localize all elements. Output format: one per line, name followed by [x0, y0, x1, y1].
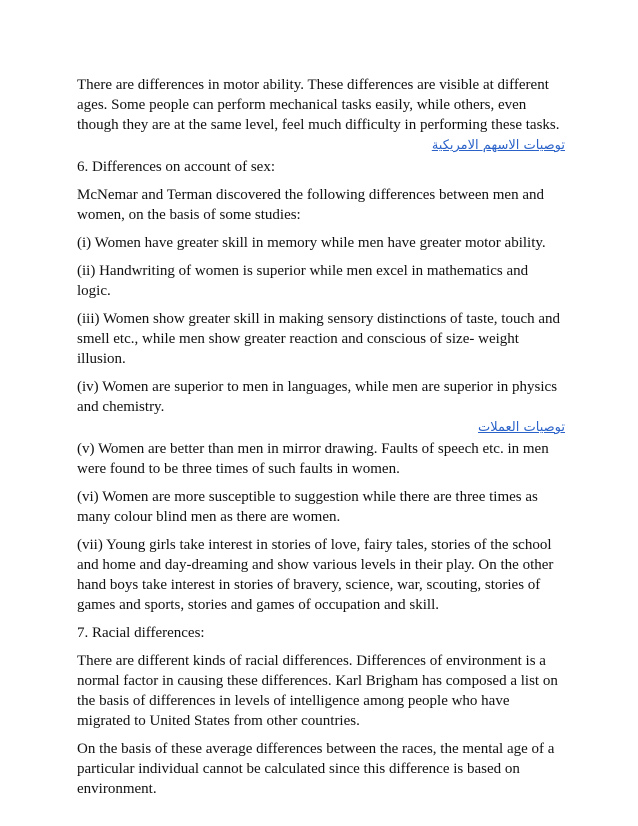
arabic-link-currencies[interactable]: توصيات العملات [478, 420, 565, 435]
list-item-ii: (ii) Handwriting of women is superior while men excel in mathematics and logic. [77, 263, 529, 299]
paragraph-motor-ability: There are differences in motor ability. These differences are visible at different ages. Some people can perform mechanical tasks easily, while others, even though they are at the same level, feel much difficulty in performing these tasks. [77, 77, 560, 133]
heading-racial-differences: 7. Racial differences: [77, 625, 205, 641]
list-item-i: (i) Women have greater skill in memory while men have greater motor ability. [77, 235, 546, 251]
list-item-vi: (vi) Women are more susceptible to suggestion while there are three times as many colour blind men as there are women. [77, 489, 538, 525]
list-item-vii: (vii) Young girls take interest in stories of love, fairy tales, stories of the school and home and day-dreaming and show various levels in their play. On the other hand boys take interest in stories of bravery, science, war, scouting, stories of games and sports, stories and games of occupation and skill. [77, 537, 554, 613]
heading-sex-differences: 6. Differences on account of sex: [77, 159, 275, 175]
list-item-v: (v) Women are better than men in mirror drawing. Faults of speech etc. in men were found to be three times of such faults in women. [77, 441, 549, 477]
document-body [77, 75, 565, 807]
arabic-link-row-2 [77, 417, 565, 437]
paragraph-mcnemar-terman: McNemar and Terman discovered the following differences between men and women, on the basis of some studies: [77, 187, 544, 223]
paragraph-racial-kinds: There are different kinds of racial differences. Differences of environment is a normal factor in causing these differences. Karl Brigham has composed a list on the basis of differences in levels of intelligence among people who have migrated to United States from other countries. [77, 653, 558, 729]
paragraph-mental-age: On the basis of these average differences between the races, the mental age of a particular individual cannot be calculated since this difference is based on environment. [77, 741, 555, 797]
list-item-iv: (iv) Women are superior to men in languages, while men are superior in physics and chemistry. [77, 379, 558, 415]
arabic-link-us-stocks[interactable]: توصيات الاسهم الامريكية [431, 138, 565, 153]
arabic-link-row-1 [77, 135, 565, 155]
list-item-iii: (iii) Women show greater skill in making sensory distinctions of taste, touch and smell etc., while men show greater reaction and conscious of size- weight illusion. [77, 311, 561, 367]
